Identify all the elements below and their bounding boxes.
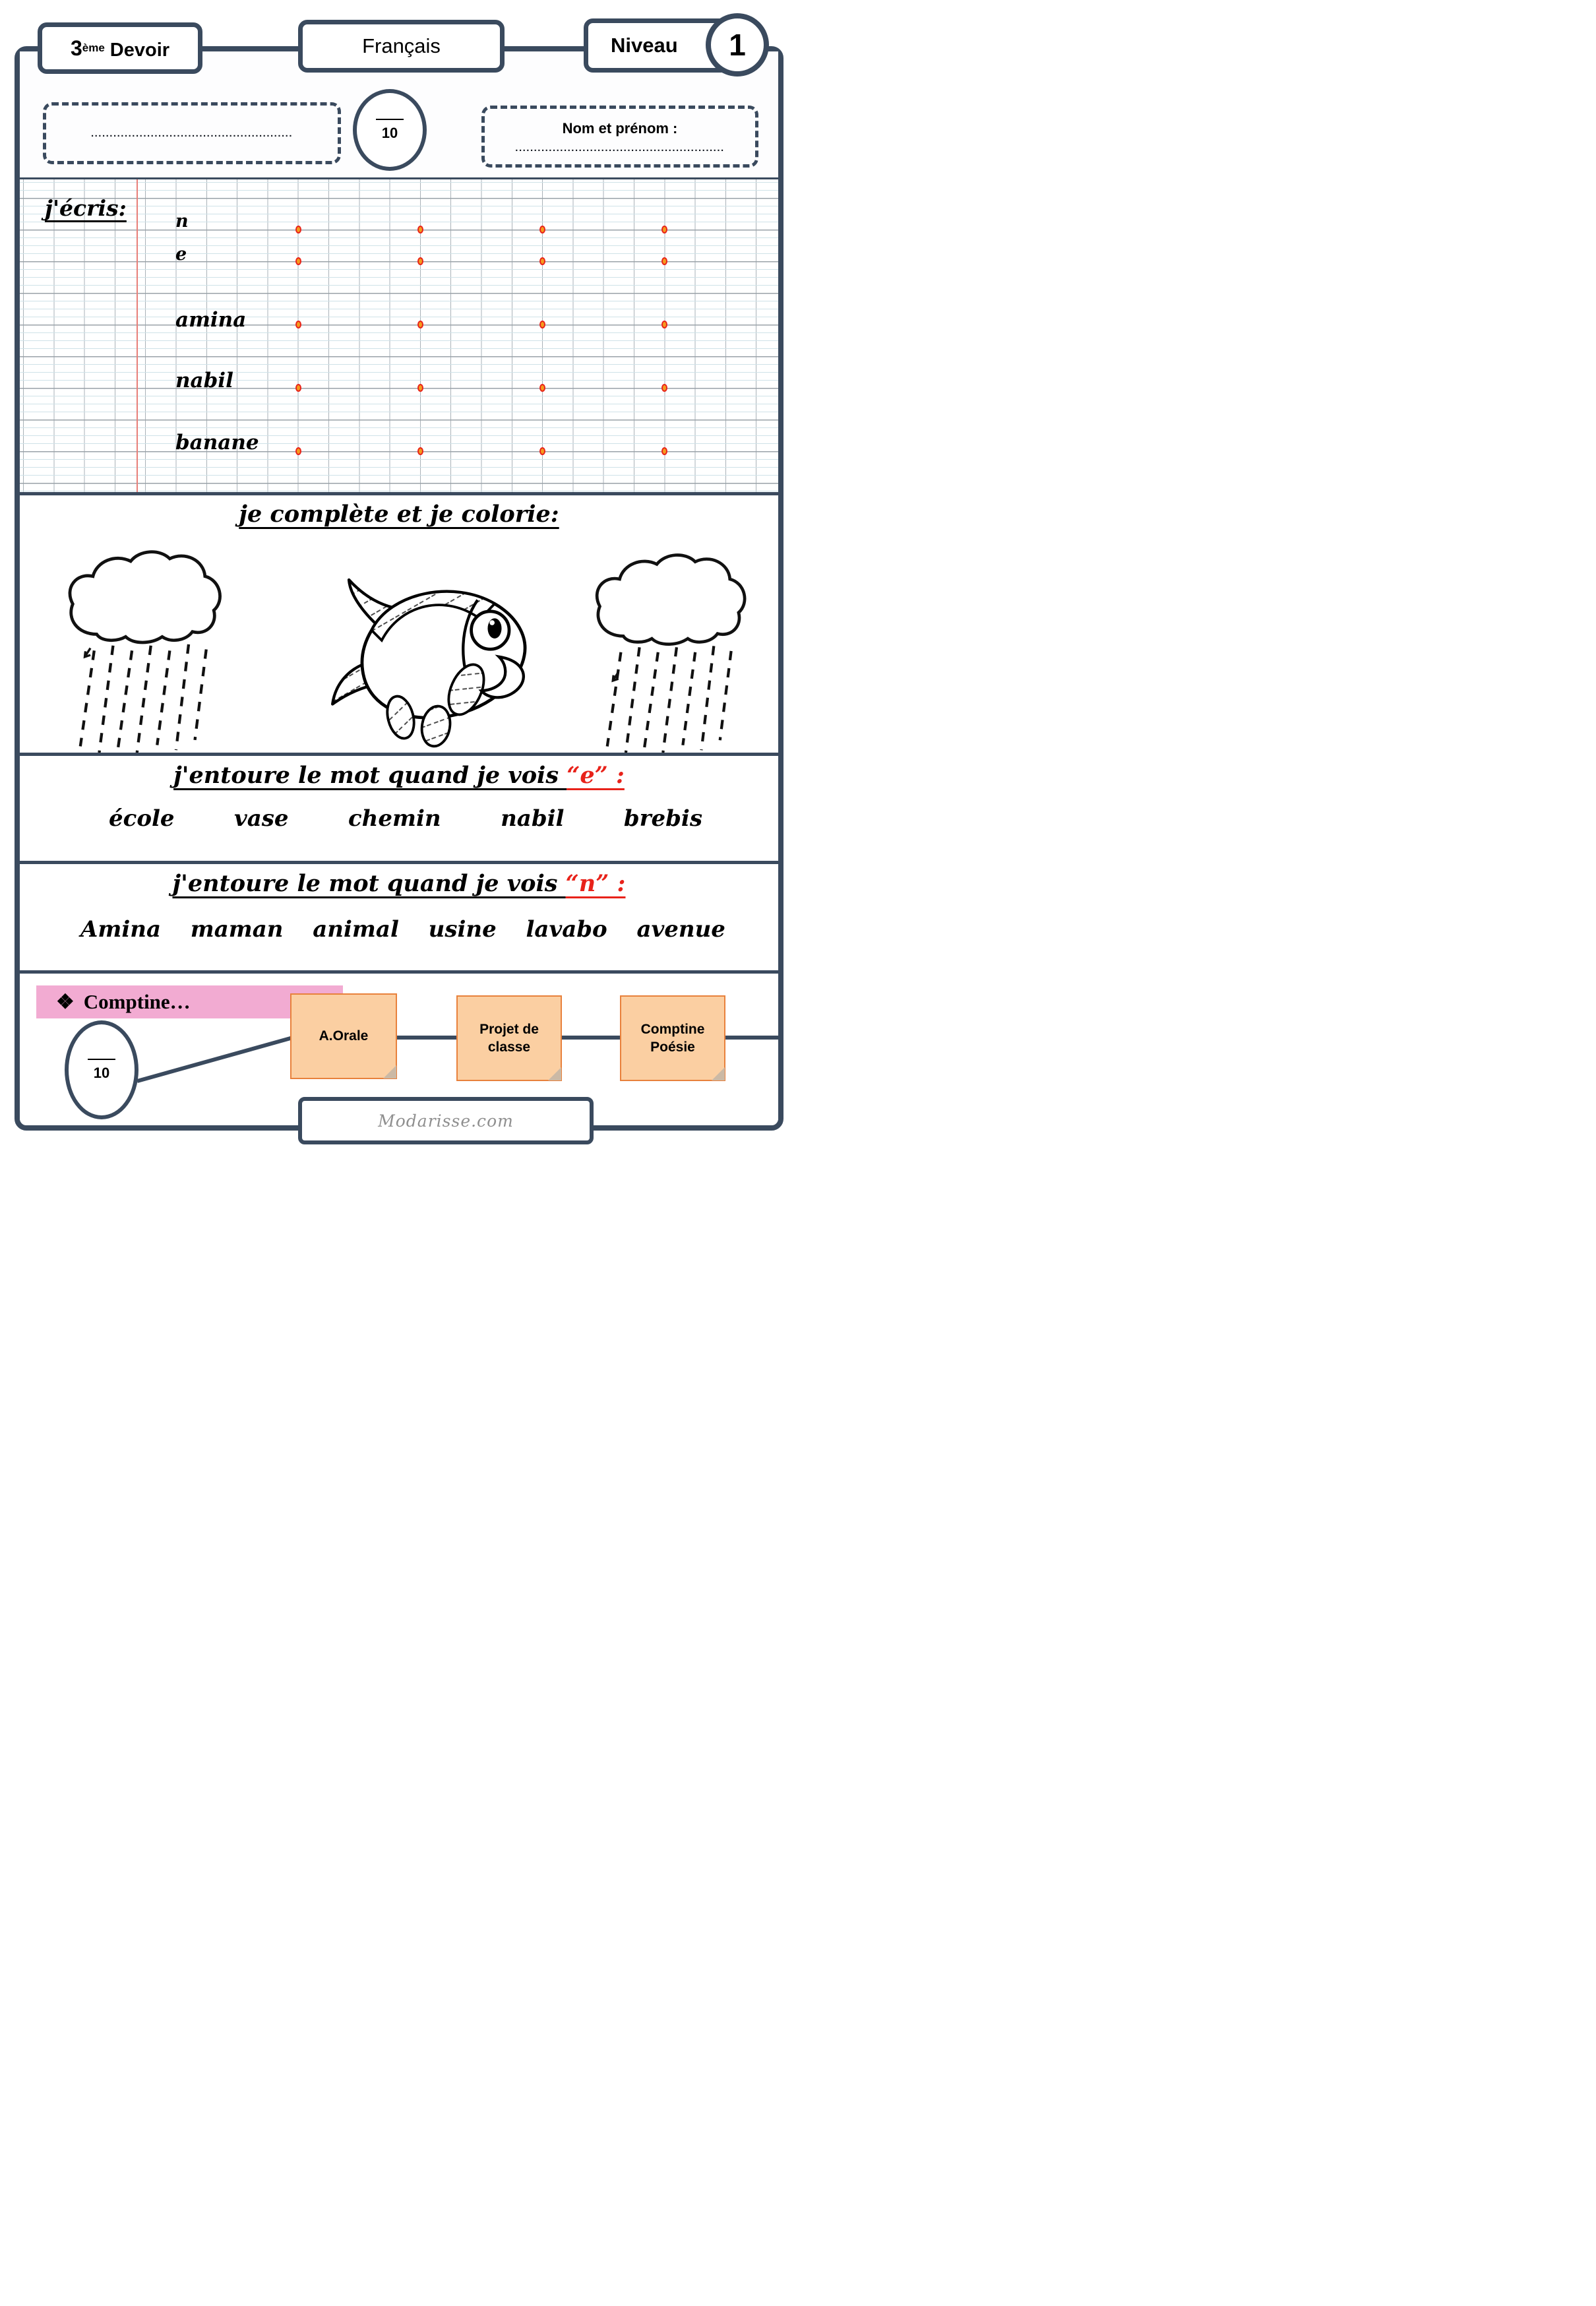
grade-ordinal: ème <box>82 42 105 54</box>
guide-dot <box>417 226 423 234</box>
score-blank-line[interactable] <box>376 119 404 120</box>
subject-label: Français <box>362 34 441 57</box>
grade-number: 3 <box>70 36 82 60</box>
guide-dot <box>539 257 545 265</box>
blank-dotted-line[interactable]: ...................................................... <box>90 127 293 139</box>
writing-word: amina <box>175 308 247 332</box>
circle-word-e-title: j'entoure le mot quand je vois “e” : <box>173 762 625 789</box>
guide-dot <box>295 384 301 392</box>
circle-word[interactable]: école <box>109 805 175 832</box>
circle-word[interactable]: brebis <box>623 805 702 832</box>
guide-dot <box>661 384 667 392</box>
word-list-e <box>20 805 778 832</box>
score-circle <box>353 89 427 171</box>
comptine-score-circle <box>65 1020 138 1119</box>
circle-word[interactable]: nabil <box>501 805 565 832</box>
page-content <box>20 51 778 1120</box>
guide-dot <box>295 226 301 234</box>
diamond-bullet-icon: ❖ <box>56 990 75 1013</box>
level-label: Niveau <box>611 34 678 57</box>
coloring-section <box>20 495 778 756</box>
name-dotted-line[interactable]: ........................................................ <box>515 142 725 154</box>
level-value: 1 <box>729 28 746 62</box>
circle-word[interactable]: lavabo <box>526 916 607 943</box>
comptine-label-text: Comptine… <box>83 990 191 1013</box>
guide-dot <box>539 226 545 234</box>
guide-dot <box>417 447 423 455</box>
circle-word[interactable]: usine <box>428 916 497 943</box>
guide-dot <box>661 321 667 328</box>
subject-badge <box>298 20 505 73</box>
circle-word[interactable]: vase <box>233 805 289 832</box>
circle-word[interactable]: Amina <box>80 916 162 943</box>
guide-dot <box>295 321 301 328</box>
guide-dot <box>417 321 423 328</box>
arrow-down-icon <box>85 648 91 657</box>
guide-dot <box>295 257 301 265</box>
circle-word[interactable]: animal <box>313 916 399 943</box>
sticky-note: Projet de classe <box>456 995 562 1081</box>
doc-type-label: Devoir <box>109 39 170 61</box>
footer-box <box>298 1097 594 1144</box>
writing-word: nabil <box>175 369 233 392</box>
sticky-note: Comptine Poésie <box>620 995 725 1081</box>
writing-word: banane <box>175 431 259 454</box>
guide-dot <box>661 447 667 455</box>
circle-word[interactable]: maman <box>190 916 284 943</box>
coloring-title: je complète et je colorie: <box>239 501 559 528</box>
level-value-circle <box>706 13 769 77</box>
writing-word: e <box>175 244 187 265</box>
date-blank-box[interactable] <box>43 102 341 164</box>
guide-dot <box>417 257 423 265</box>
score-denominator: 10 <box>381 124 398 141</box>
writing-section <box>20 179 778 495</box>
worksheet-page <box>0 0 798 1153</box>
guide-dot <box>295 447 301 455</box>
comptine-score-blank-line[interactable] <box>88 1059 115 1060</box>
guide-dot <box>661 257 667 265</box>
circle-word[interactable]: avenue <box>636 916 725 943</box>
word-list-n <box>20 916 778 943</box>
sticky-note: A.Orale <box>290 993 397 1079</box>
name-box <box>481 106 758 168</box>
name-label: Nom et prénom : <box>562 119 678 137</box>
guide-dot <box>417 384 423 392</box>
fish-illustration <box>277 553 567 751</box>
rain-cloud-icon <box>577 548 755 753</box>
website-credit: Modarisse.com <box>378 1111 514 1131</box>
writing-word: n <box>175 211 189 232</box>
guide-dot <box>539 447 545 455</box>
circle-word[interactable]: chemin <box>348 805 441 832</box>
rain-cloud-icon <box>49 545 231 753</box>
circle-word-n-section <box>20 867 778 974</box>
circle-word-n-title: j'entoure le mot quand je vois “n” : <box>172 870 626 897</box>
guide-dot <box>539 384 545 392</box>
guide-dot <box>661 226 667 234</box>
circle-word-e-section <box>20 759 778 864</box>
grade-devoir-badge <box>38 22 202 74</box>
writing-instruction: j'écris: <box>45 195 127 221</box>
guide-dot <box>539 321 545 328</box>
comptine-score-denominator: 10 <box>93 1064 110 1081</box>
margin-line <box>137 179 138 492</box>
